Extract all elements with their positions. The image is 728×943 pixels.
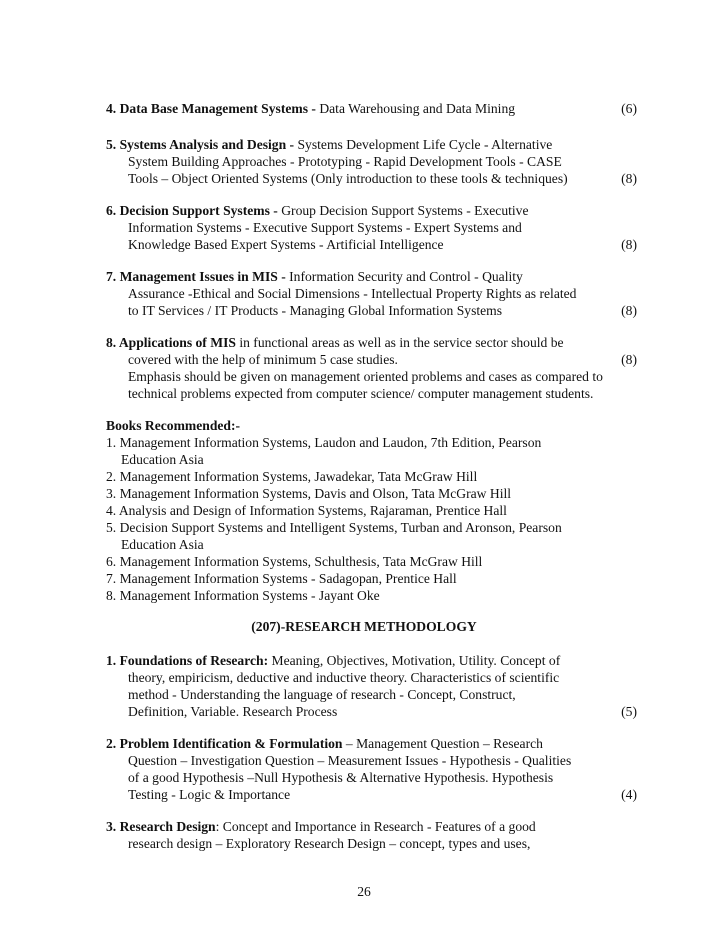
mis-unit-7-marks: (8) [621,303,637,318]
mis-unit-8-line: technical problems expected from computer science/ computer management students. [128,386,594,401]
mis-unit-8-line: Emphasis should be given on management oriented problems and cases as compared to [128,369,603,384]
mis-unit-5: 5. Systems Analysis and Design - Systems Development Life Cycle - Alternative [106,137,553,152]
mis-unit-8-marks: (8) [621,352,637,367]
page-number: 26 [357,884,371,899]
rm-unit-2: 2. Problem Identification & Formulation – Management Question – Research [106,736,543,751]
rm-unit-1: 1. Foundations of Research: Meaning, Objectives, Motivation, Utility. Concept of [106,653,561,668]
mis-unit-6-marks: (8) [621,237,637,252]
rm-unit-2-marks: (4) [621,787,637,802]
rm-unit-2-line: Testing - Logic & Importance [128,787,291,802]
mis-unit-5-line: System Building Approaches - Prototyping - Rapid Development Tools - CASE [128,154,562,169]
book-item: 4. Analysis and Design of Information Systems, Rajaraman, Prentice Hall [106,503,507,518]
rm-unit-1-line: method - Understanding the language of research - Concept, Construct, [128,687,516,702]
rm-unit-3: 3. Research Design: Concept and Importance in Research - Features of a good [106,819,536,834]
mis-unit-4: 4. Data Base Management Systems - Data Warehousing and Data Mining [106,101,516,116]
rm-unit-1-line: Definition, Variable. Research Process [128,704,338,719]
book-item: Education Asia [121,452,204,467]
section-title: (207)-RESEARCH METHODOLOGY [251,619,477,634]
mis-unit-7-line: Assurance -Ethical and Social Dimensions - Intellectual Property Rights as related [128,286,577,301]
mis-unit-6: 6. Decision Support Systems - Group Decision Support Systems - Executive [106,203,529,218]
rm-unit-2-line: of a good Hypothesis –Null Hypothesis & Alternative Hypothesis. Hypothesis [128,770,554,785]
book-item: 7. Management Information Systems - Sadagopan, Prentice Hall [106,571,457,586]
rm-unit-1-marks: (5) [621,704,637,719]
book-item: 1. Management Information Systems, Laudon and Laudon, 7th Edition, Pearson [106,435,542,450]
mis-unit-5-line: Tools – Object Oriented Systems (Only introduction to these tools & techniques) [128,171,568,186]
book-item: 3. Management Information Systems, Davis and Olson, Tata McGraw Hill [106,486,512,501]
book-item: 6. Management Information Systems, Schulthesis, Tata McGraw Hill [106,554,483,569]
mis-unit-4-marks: (6) [621,101,637,116]
rm-unit-1-line: theory, empiricism, deductive and inductive theory. Characteristics of scientific [128,670,560,685]
mis-unit-7-line: to IT Services / IT Products - Managing Global Information Systems [128,303,503,318]
mis-unit-7: 7. Management Issues in MIS - Information Security and Control - Quality [106,269,523,284]
rm-unit-3-line: research design – Exploratory Research Design – concept, types and uses, [128,836,531,851]
book-item: Education Asia [121,537,204,552]
mis-unit-6-line: Knowledge Based Expert Systems - Artificial Intelligence [128,237,444,252]
mis-unit-8-line: covered with the help of minimum 5 case studies. [128,352,398,367]
book-item: 5. Decision Support Systems and Intelligent Systems, Turban and Aronson, Pearson [106,520,562,535]
mis-unit-6-line: Information Systems - Executive Support Systems - Expert Systems and [128,220,522,235]
books-heading: Books Recommended:- [106,418,241,433]
book-item: 8. Management Information Systems - Jayant Oke [106,588,380,603]
book-item: 2. Management Information Systems, Jawadekar, Tata McGraw Hill [106,469,478,484]
rm-unit-2-line: Question – Investigation Question – Measurement Issues - Hypothesis - Qualities [128,753,572,768]
mis-unit-8: 8. Applications of MIS in functional areas as well as in the service sector should be [106,335,564,350]
mis-unit-5-marks: (8) [621,171,637,186]
